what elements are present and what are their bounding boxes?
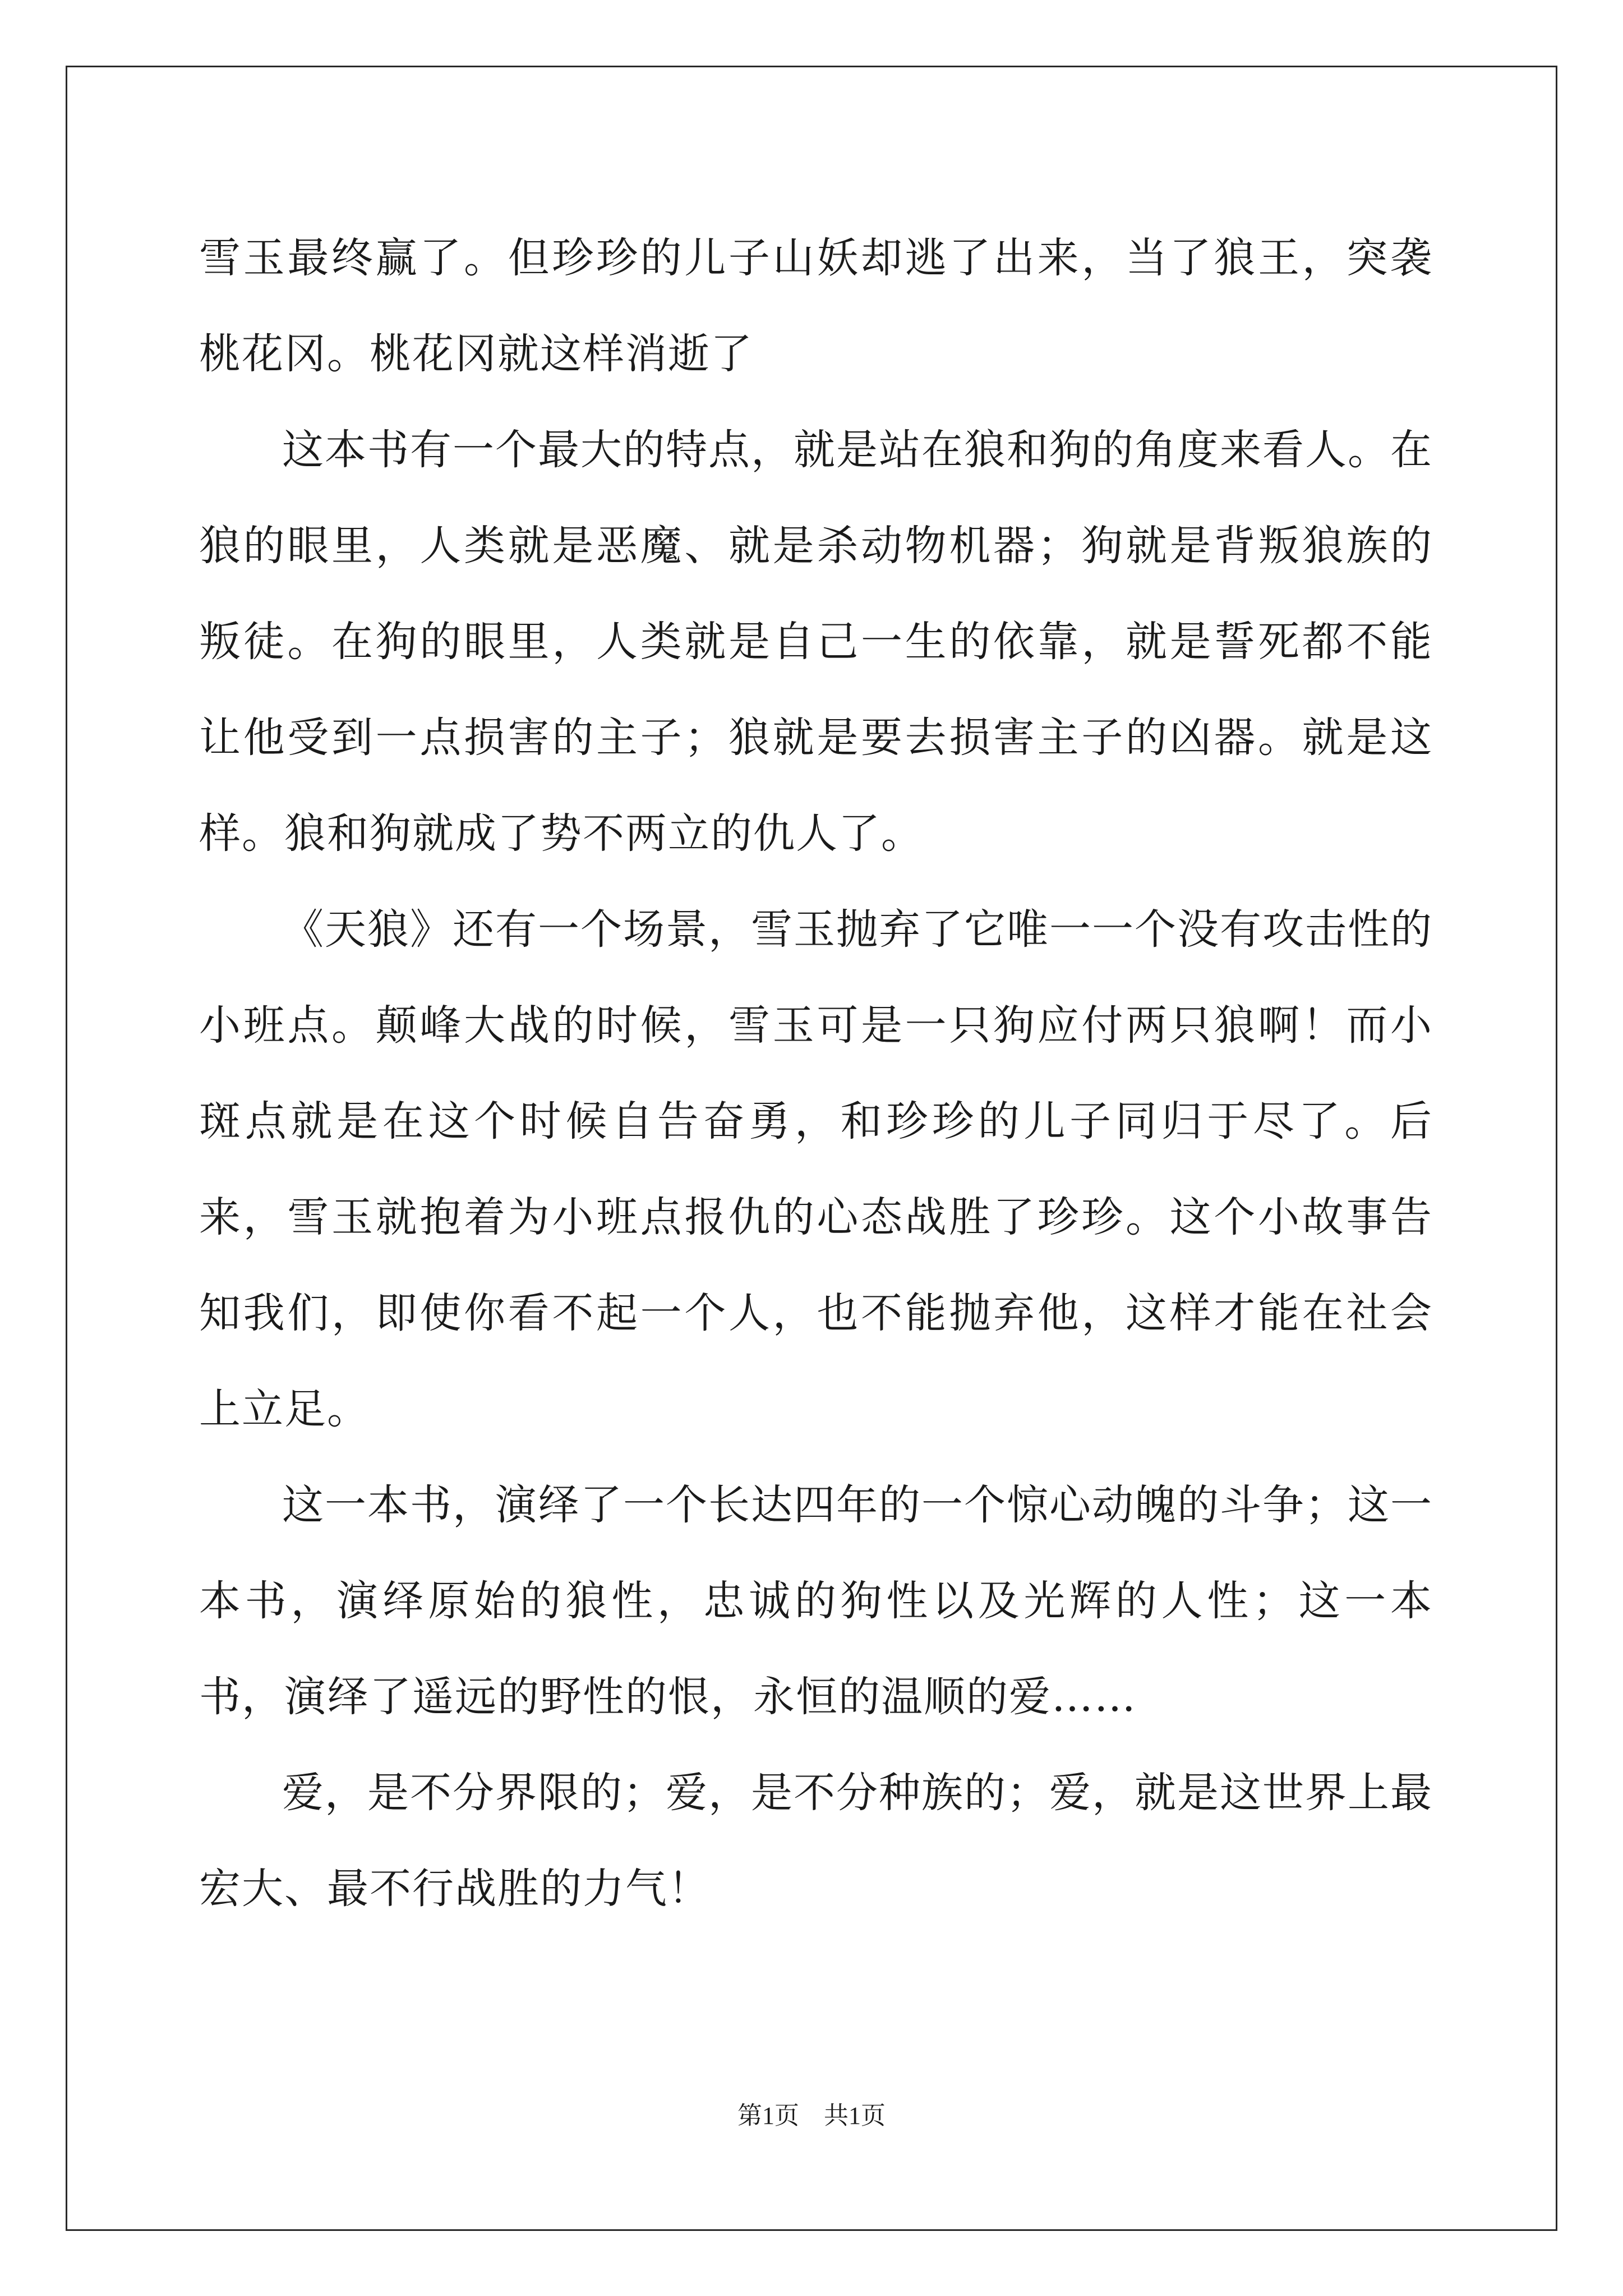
paragraph-2: 这本书有一个最大的特点，就是站在狼和狗的角度来看人。在狼的眼里，人类就是恶魔、就是杀动物机器；狗就是背叛狼族的叛徒。在狗的眼里，人类就是自己一生的依靠，就是誓死都不能让他受到一点损害的主子；狼就是要去损害主子的凶器。就是这样。狼和狗就成了势不两立的仇人了。 — [199, 426, 1433, 858]
paragraph-1: 雪玉最终赢了。但珍珍的儿子山妖却逃了出来，当了狼王，突袭桃花冈。桃花冈就这样消逝了 — [199, 234, 1433, 378]
page-footer: 第1页 共1页 — [737, 2102, 886, 2129]
paragraph-4: 这一本书，演绎了一个长达四年的一个惊心动魄的斗争；这一本书，演绎原始的狼性，忠诚的狗性以及光辉的人性；这一本书，演绎了遥远的野性的恨，永恒的温顺的爱…… — [199, 1481, 1433, 1721]
paragraph-3: 《天狼》还有一个场景，雪玉抛弃了它唯一一个没有攻击性的小班点。颠峰大战的时候，雪玉可是一只狗应付两只狼啊！而小斑点就是在这个时候自告奋勇，和珍珍的儿子同归于尽了。后来，雪玉就抱着为小班点报仇的心态战胜了珍珍。这个小故事告知我们，即使你看不起一个人，也不能抛弃他，这样才能在社会上立足。 — [199, 905, 1433, 1433]
document-body — [199, 210, 1433, 1937]
paragraph-5: 爱，是不分界限的；爱，是不分种族的；爱，就是这世界上最宏大、最不行战胜的力气！ — [199, 1769, 1433, 1913]
